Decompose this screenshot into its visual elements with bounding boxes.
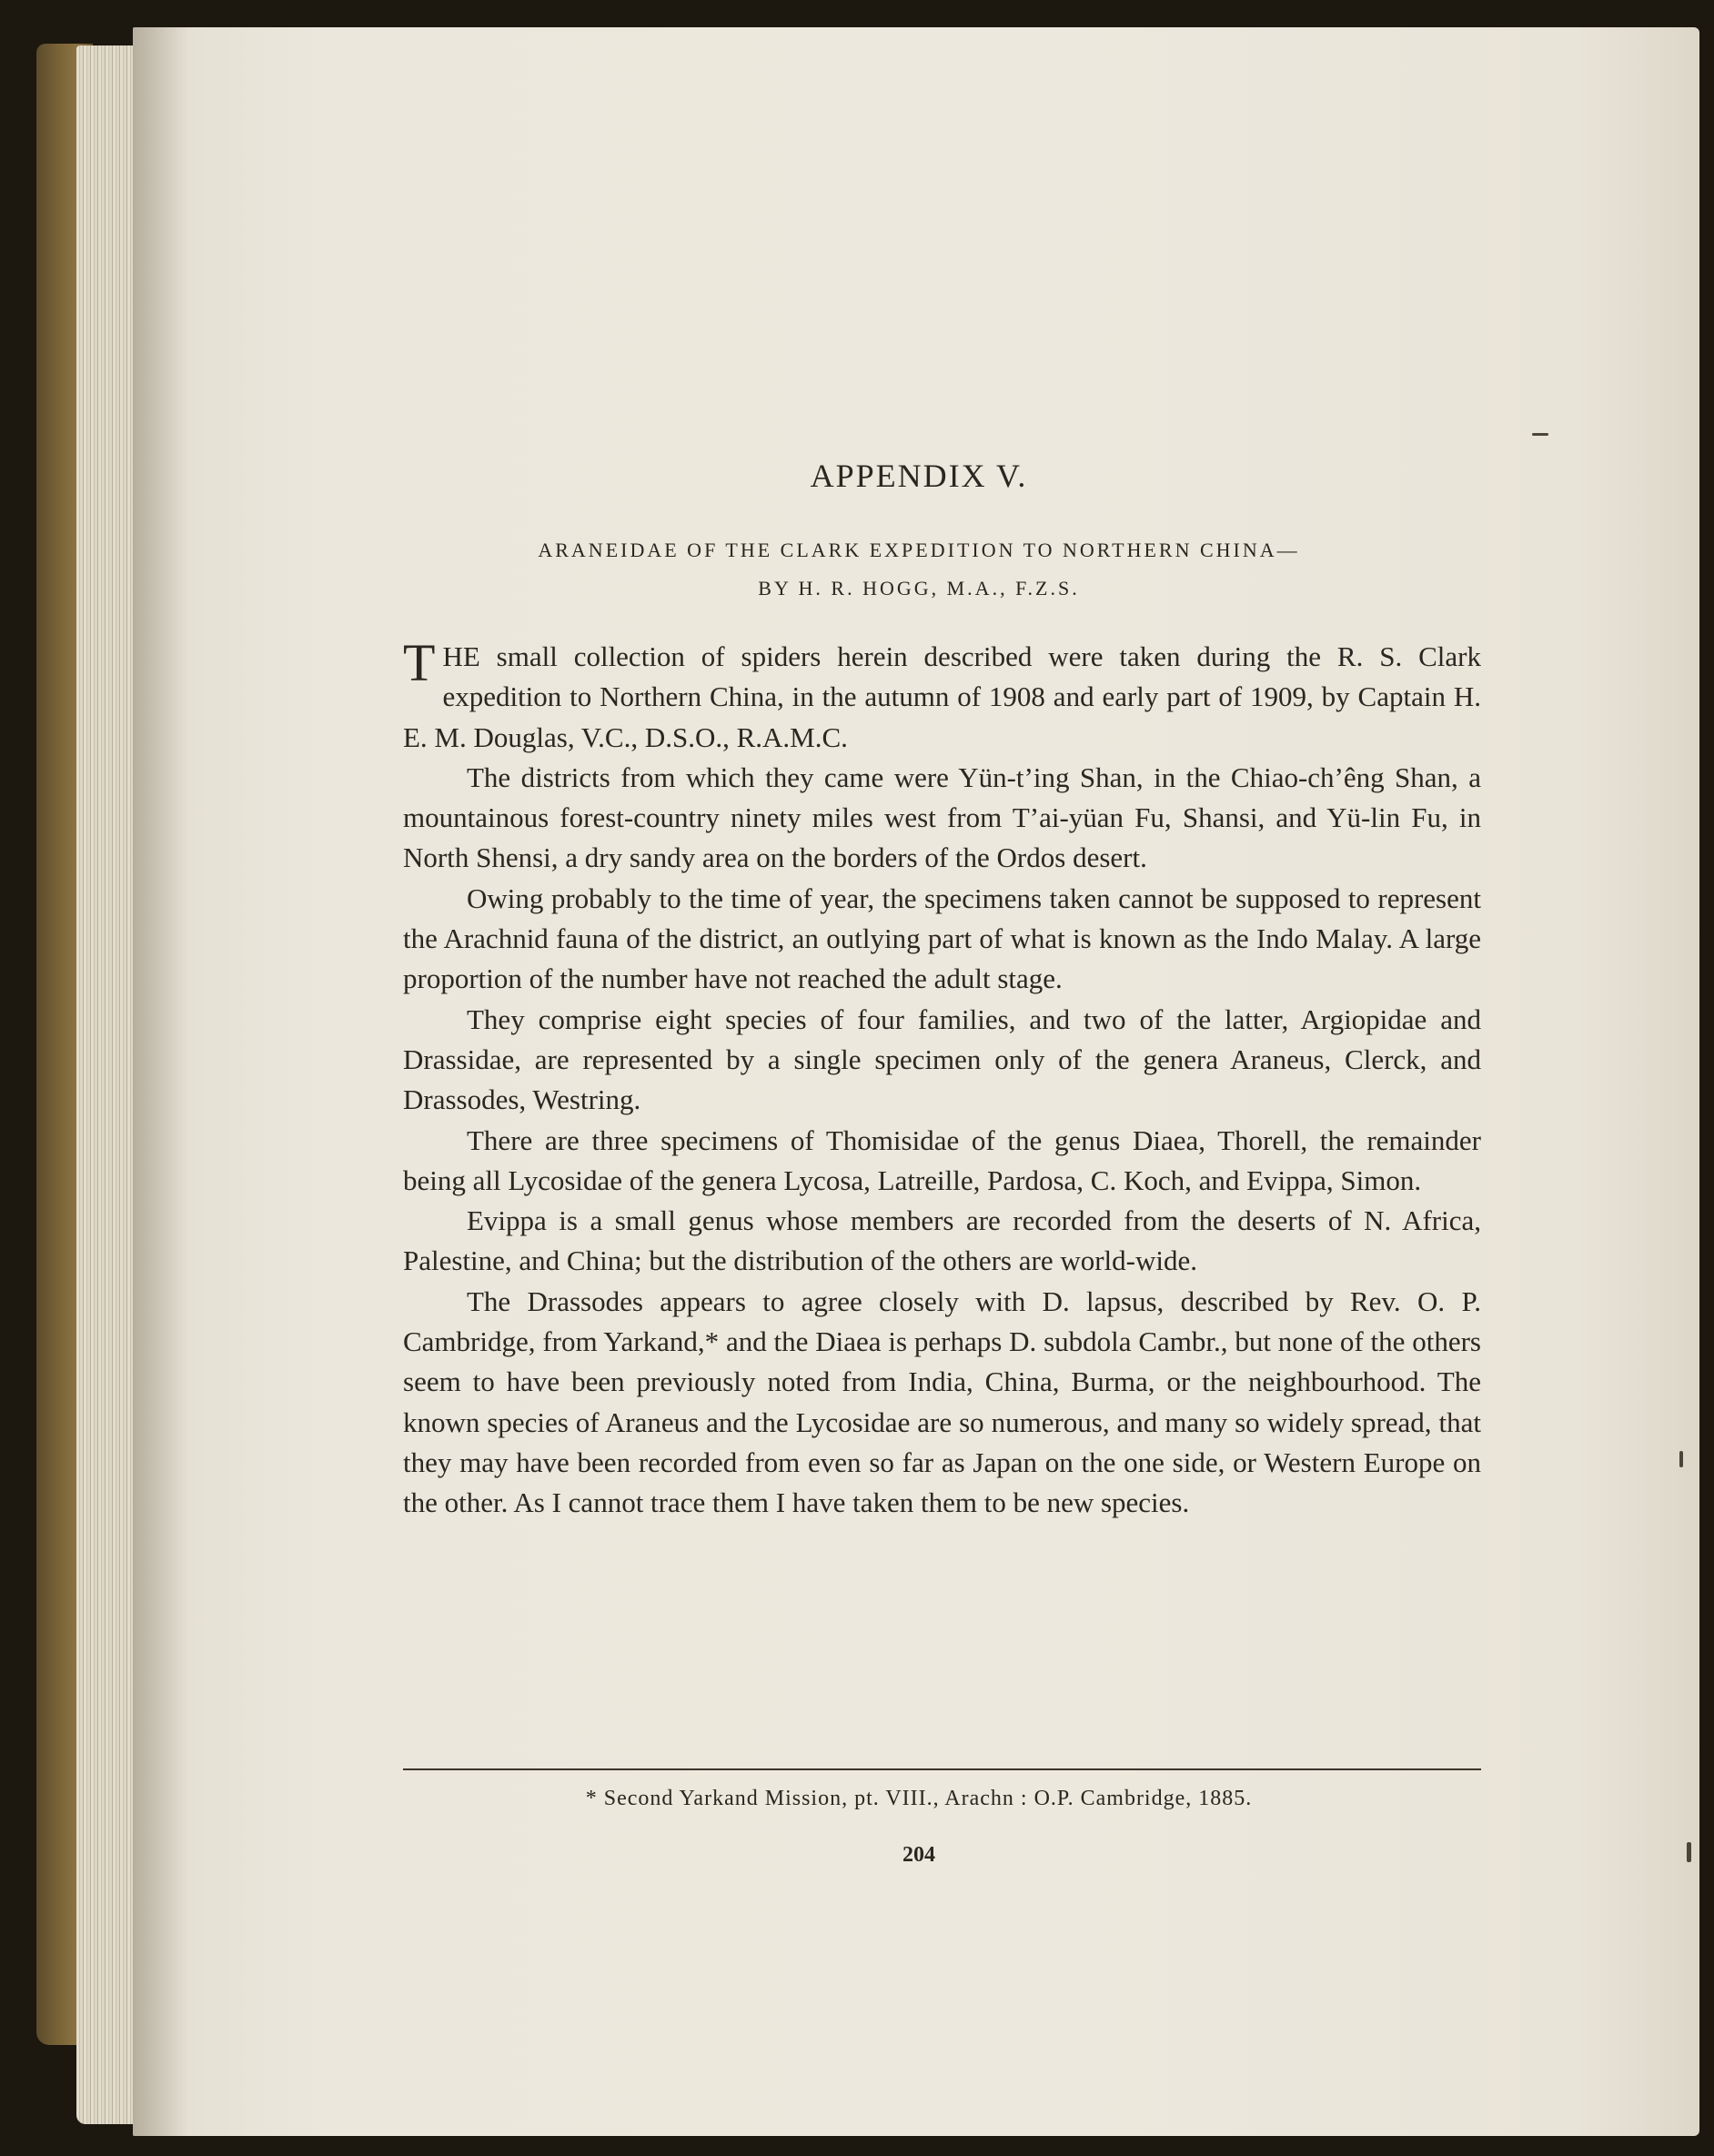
appendix-title: APPENDIX V.	[810, 458, 1028, 494]
paper-mark	[1687, 1842, 1691, 1862]
paragraph: Evippa is a small genus whose members are recorded from the deserts of N. Africa, Palestine, and China; but the distribution of the others are world-wide.	[403, 1204, 1481, 1277]
paragraph: The Drassodes appears to agree closely with D. lapsus, described by Rev. O. P. Cambridge, from Yarkand,* and the Diaea is perhaps D. subdola Cambr., but none of the others seem to have been previously noted from India, China, Burma, or the neighbourhood. The known species of Araneus and the Lycosidae are so numerous, and many so widely spread, that they may have been recorded from even so far as Japan on the one side, or Western Europe on the other. As I cannot trace them I have taken them to be new species.	[403, 1285, 1481, 1519]
page-stack-edges	[76, 45, 140, 2124]
paragraph: The districts from which they came were Yün-t’ing Shan, in the Chiao-ch’êng Shan, a mountainous forest-country ninety miles west from T’ai-yüan Fu, Shansi, and Yü-lin Fu, in North Shensi, a dry sandy area on the borders of the Ordos desert.	[403, 761, 1481, 874]
page-content	[133, 27, 1699, 2136]
body-text	[403, 633, 1481, 1524]
footnote-rule	[403, 1768, 1481, 1770]
article-author: BY H. R. HOGG, M.A., F.Z.S.	[758, 577, 1080, 599]
paragraph: There are three specimens of Thomisidae of the genus Diaea, Thorell, the remainder being all Lycosidae of the genera Lycosa, Latreille, Pardosa, C. Koch, and Evippa, Simon.	[403, 1123, 1481, 1196]
paper-mark	[1679, 1451, 1683, 1467]
paragraph: They comprise eight species of four families, and two of the latter, Argiopidae and Drassidae, are represented by a single specimen only of the genera Araneus, Clerck, and Drassodes, Westring.	[403, 1002, 1481, 1116]
footnote: * Second Yarkand Mission, pt. VIII., Arachn : O.P. Cambridge, 1885.	[585, 1787, 1253, 1810]
article-title: ARANEIDAE OF THE CLARK EXPEDITION TO NORTHERN CHINA—	[538, 539, 1300, 561]
book-page	[133, 27, 1699, 2136]
page-number: 204	[902, 1843, 935, 1867]
paper-mark	[1532, 433, 1548, 436]
paragraph: Owing probably to the time of year, the specimens taken cannot be supposed to represent the Arachnid fauna of the district, an outlying part of what is known as the Indo Malay. A large proportion of the number have not reached the adult stage.	[403, 882, 1481, 995]
drop-cap: T	[403, 633, 436, 692]
paragraph: THE small collection of spiders herein described were taken during the R. S. Clark expedition to Northern China, in the autumn of 1908 and early part of 1909, by Captain H. E. M. Douglas, V.C., D.S.O., R.A.M.C.	[403, 633, 1481, 753]
